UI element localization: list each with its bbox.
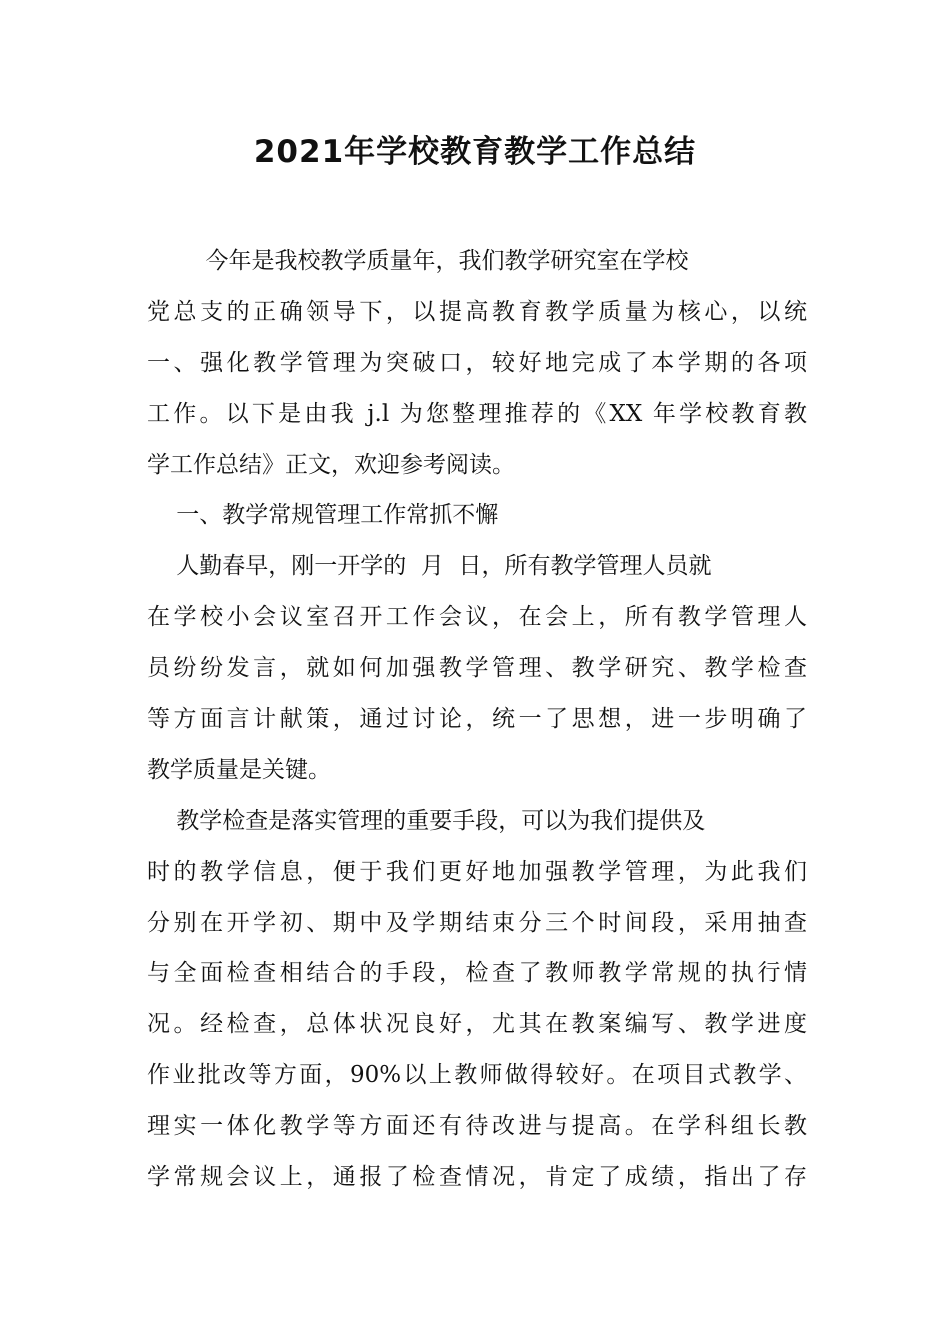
paragraph-line: 人勤春早，刚一开学的 月 日，所有教学管理人员就 bbox=[147, 553, 712, 580]
paragraph-line: 分别在开学初、期中及学期结束分三个时间段，采用抽查 bbox=[147, 909, 807, 936]
section-heading: 一、教学常规管理工作常抓不懈 bbox=[147, 502, 499, 529]
paragraph-line: 一、强化教学管理为突破口，较好地完成了本学期的各项 bbox=[147, 349, 807, 376]
paragraph-line: 作业批改等方面，90%以上教师做得较好。在项目式教学、 bbox=[147, 1062, 807, 1089]
document-body bbox=[147, 236, 807, 1203]
paragraph-line: 党总支的正确领导下，以提高教育教学质量为核心，以统 bbox=[147, 298, 807, 325]
paragraph-line: 员纷纷发言，就如何加强教学管理、教学研究、教学检查 bbox=[147, 655, 807, 682]
paragraph-line: 在学校小会议室召开工作会议，在会上，所有教学管理人 bbox=[147, 604, 807, 631]
paragraph-line: 教学质量是关键。 bbox=[147, 756, 331, 783]
paragraph-line: 学常规会议上，通报了检查情况，肯定了成绩，指出了存 bbox=[147, 1164, 807, 1191]
paragraph-line: 今年是我校教学质量年，我们教学研究室在学校 bbox=[147, 248, 689, 274]
paragraph-line: 学工作总结》正文，欢迎参考阅读。 bbox=[147, 451, 515, 478]
paragraph-line: 等方面言计献策，通过讨论，统一了思想，进一步明确了 bbox=[147, 706, 807, 733]
paragraph-line: 工作。以下是由我 j.l 为您整理推荐的《XX 年学校教育教 bbox=[147, 400, 807, 427]
paragraph-line: 与全面检查相结合的手段，检查了教师教学常规的执行情 bbox=[147, 960, 807, 987]
paragraph-line: 时的教学信息，便于我们更好地加强教学管理，为此我们 bbox=[147, 858, 807, 885]
paragraph-line: 理实一体化教学等方面还有待改进与提高。在学科组长教 bbox=[147, 1113, 807, 1140]
paragraph-line: 教学检查是落实管理的重要手段，可以为我们提供及 bbox=[147, 807, 706, 834]
paragraph-line: 况。经检查，总体状况良好，尤其在教案编写、教学进度 bbox=[147, 1011, 807, 1038]
document-title: 2021年学校教育教学工作总结 bbox=[253, 134, 697, 170]
